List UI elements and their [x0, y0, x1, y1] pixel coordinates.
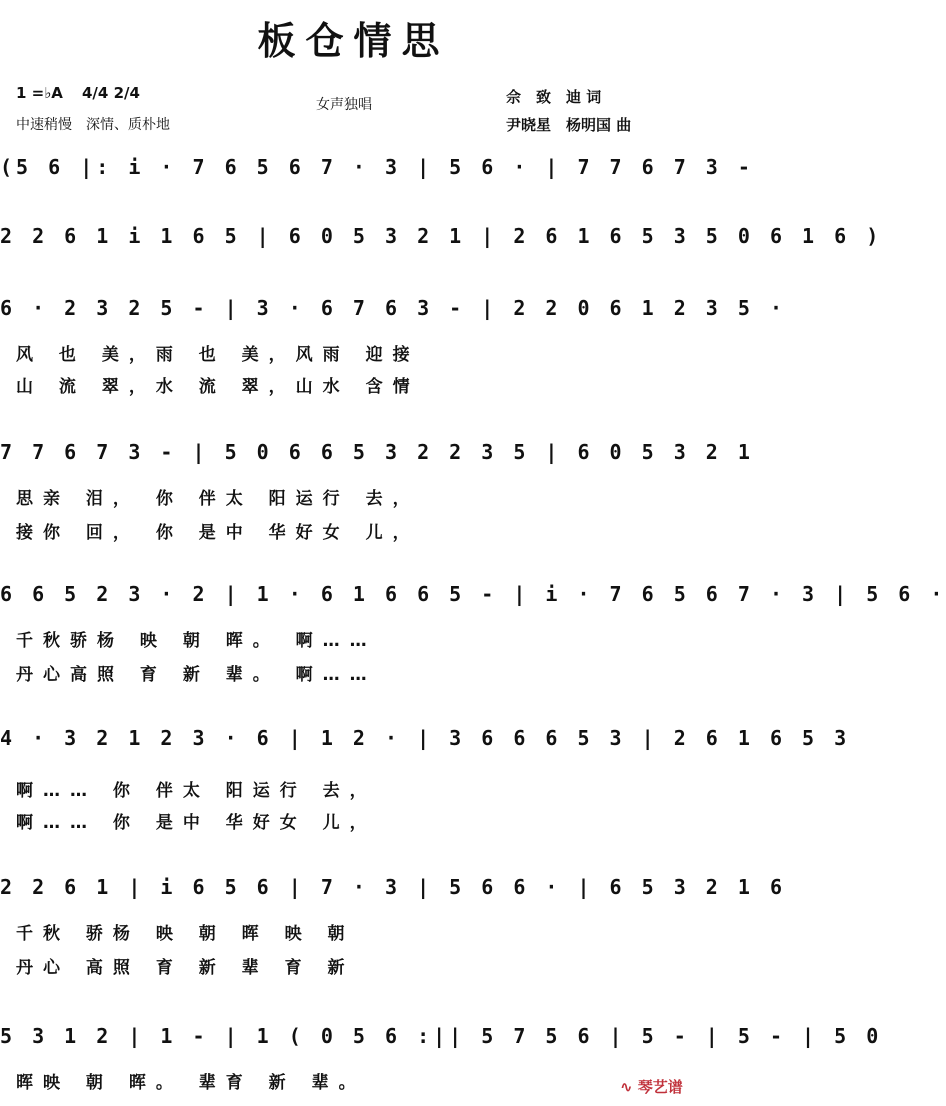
- lyric-verse-2: 丹心 高照 育 新 辈 育 新: [16, 958, 355, 978]
- notation-line: 4 · 3 2 1 2 3 · 6 | 1 2 · | 3 6 6 6 5 3 | 2 6 1 6 5 3: [0, 726, 851, 750]
- lyric-verse-1: 千秋 骄杨 映 朝 晖 映 朝: [16, 924, 355, 944]
- notation-line: 5 3 1 2 | 1 - | 1 ( 0 5 6 :|| 5 7 5 6 | 5 - | 5 - | 5 0: [0, 1024, 883, 1048]
- notation-line: 2 2 6 1 | i 6 5 6 | 7 · 3 | 5 6 6 · | 6 5 3 2 1 6: [0, 875, 787, 899]
- score-system-7: [0, 875, 787, 978]
- lyric-verse-1: 思亲 泪， 你 伴太 阳运行 去，: [16, 489, 420, 509]
- lyric-verse-1: 风 也 美，雨 也 美，风雨 迎接: [16, 345, 420, 365]
- score-system-2: [0, 224, 883, 264]
- notation-line: 6 · 2 3 2 5 - | 3 · 6 7 6 3 - | 2 2 0 6 1 2 3 5 ·: [0, 296, 787, 320]
- composer-credit: 尹晓星 杨明国 曲: [506, 116, 632, 134]
- lyric-verse-1: 晖映 朝 晖。 辈育 新 辈。: [16, 1073, 366, 1093]
- lyric-verse-2: 啊…… 你 是中 华好女 儿，: [16, 813, 377, 833]
- lyric-verse-1: 千秋骄杨 映 朝 晖。 啊……: [16, 631, 377, 651]
- lyric-verse-2: 接你 回， 你 是中 华好女 儿，: [16, 523, 420, 543]
- watermark-logo-icon: ∿: [620, 1078, 638, 1096]
- score-system-3: [0, 296, 787, 397]
- time-signature: 4/4 2/4: [82, 84, 140, 102]
- notation-line: 6 6 5 2 3 · 2 | 1 · 6 1 6 6 5 - | i · 7 6 5 6 7 · 3 | 5 6 ·: [0, 582, 946, 606]
- key-signature: 1 =♭A: [16, 84, 63, 102]
- score-system-8: [0, 1024, 883, 1094]
- lyric-verse-2: 山 流 翠，水 流 翠，山水 含情: [16, 377, 420, 397]
- score-system-5: [0, 582, 946, 685]
- performance-type: 女声独唱: [316, 97, 372, 113]
- lyricist-credit: 佘 致 迪 词: [506, 88, 602, 106]
- notation-line: 2 2 6 1 i 1 6 5 | 6 0 5 3 2 1 | 2 6 1 6 5 3 5 0 6 1 6 ): [0, 224, 883, 248]
- score-system-6: [0, 726, 851, 833]
- notation-line: (5 6 |: i · 7 6 5 6 7 · 3 | 5 6 · | 7 7 6 7 3 -: [0, 155, 754, 179]
- tempo-marking: 中速稍慢 深情、质朴地: [16, 117, 170, 133]
- score-system-1: [0, 155, 754, 195]
- lyric-verse-1: 啊…… 你 伴太 阳运行 去，: [16, 781, 377, 801]
- score-system-4: [0, 440, 754, 543]
- site-watermark: ∿ 琴艺谱: [620, 1078, 683, 1096]
- lyric-verse-2: 丹心高照 育 新 辈。 啊……: [16, 665, 377, 685]
- notation-line: 7 7 6 7 3 - | 5 0 6 6 5 3 2 2 3 5 | 6 0 5 3 2 1: [0, 440, 754, 464]
- song-title: 板仓情思: [257, 19, 450, 63]
